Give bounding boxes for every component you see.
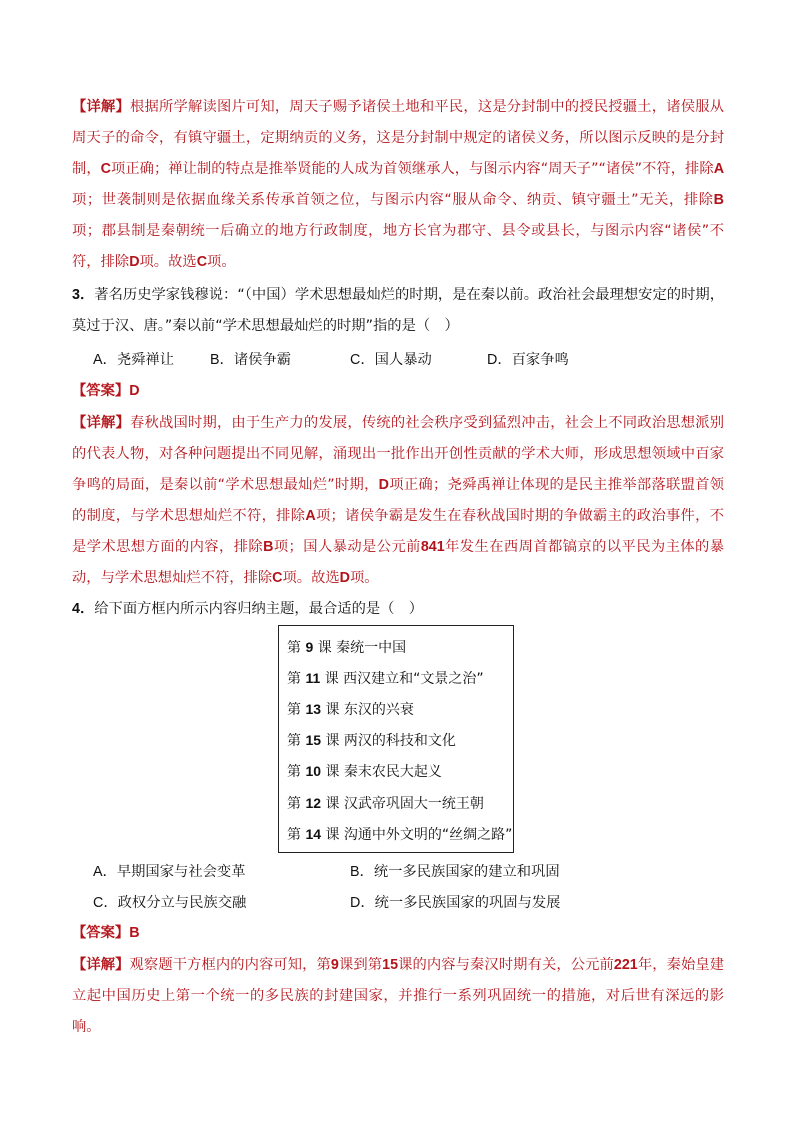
q4-option-b: B．统一多民族国家的建立和巩固 — [350, 864, 560, 880]
q4-option-c: C．政权分立与民族交融 — [93, 895, 247, 911]
lesson-item: 第 12 课 汉武帝巩固大一统王朝 — [287, 795, 484, 812]
lesson-item: 第 9 课 秦统一中国 — [287, 639, 407, 656]
question-4-stem: 4．给下面方框内所示内容归纳主题，最合适的是（ ） — [72, 601, 424, 617]
lesson-item: 第 10 课 秦末农民大起义 — [287, 763, 442, 780]
q4-option-a: A．早期国家与社会变革 — [93, 864, 246, 880]
lesson-item: 第 15 课 两汉的科技和文化 — [287, 732, 456, 749]
question-number: 3． — [72, 287, 95, 303]
answer-q3: 【答案】D — [72, 383, 140, 399]
lesson-item: 第 14 课 沟通中外文明的“丝绸之路” — [287, 826, 513, 843]
q3-option-d: D．百家争鸣 — [487, 352, 569, 368]
lesson-item: 第 11 课 西汉建立和“文景之治” — [287, 670, 484, 687]
detail-paragraph-q3: 【详解】春秋战国时期，由于生产力的发展，传统的社会秩序受到猛烈冲击，社会上不同政治思想派别的代表人物，对各种问题提出不同见解，涌现出一批作出开创性贡献的学术大师，形成思想领域中百家争鸣的局面，是秦以前“学术思想最灿烂”时期，D项正确；尧舜禹禅让体现的是民主推举部落联盟首领的制度，与学术思想灿烂不符，排除A项；诸侯争霸是发生在春秋战国时期的争做霸主的政治事件，不是学术思想方面的内容，排除B项；国人暴动是公元前841年发生在西周首都镐京的以平民为主体的暴动，与学术思想灿烂不符，排除C项。故选D项。 — [72, 415, 725, 586]
lesson-item: 第 13 课 东汉的兴衰 — [287, 701, 414, 718]
answer-q4: 【答案】B — [72, 925, 140, 941]
lesson-list-box — [278, 625, 514, 853]
detail-paragraph-q2: 【详解】根据所学解读图片可知，周天子赐予诸侯土地和平民，这是分封制中的授民授疆土，诸侯服从周天子的命令，有镇守疆土，定期纳贡的义务，这是分封制中规定的诸侯义务，所以图示反映的是分封制，C项正确；禅让制的特点是推举贤能的人成为首领继承人，与图示内容“周天子”“诸侯”不符，排除A项；世袭制则是依据血缘关系传承首领之位，与图示内容“服从命令、纳贡、镇守疆土”无关，排除B项；郡县制是秦朝统一后确立的地方行政制度，地方长官为郡守、县令或县长，与图示内容“诸侯”不符，排除D项。故选C项。 — [72, 99, 725, 270]
question-3-stem: 3．著名历史学家钱穆说：“（中国）学术思想最灿烂的时期，是在秦以前。政治社会最理想安定的时期，莫过于汉、唐。”秦以前“学术思想最灿烂的时期”指的是（ ） — [72, 287, 724, 334]
q3-option-b: B．诸侯争霸 — [210, 352, 292, 368]
detail-tag: 【详解】 — [72, 99, 130, 115]
q4-option-d: D．统一多民族国家的巩固与发展 — [350, 895, 561, 911]
q3-option-c: C．国人暴动 — [350, 352, 432, 368]
question-number: 4． — [72, 601, 95, 617]
q3-option-a: A．尧舜禅让 — [93, 352, 175, 368]
detail-paragraph-q4: 【详解】观察题干方框内的内容可知，第9课到第15课的内容与秦汉时期有关，公元前221年，秦始皇建立起中国历史上第一个统一的多民族的封建国家，并推行一系列巩固统一的措施，对后世有深远的影响。 — [72, 957, 725, 1035]
